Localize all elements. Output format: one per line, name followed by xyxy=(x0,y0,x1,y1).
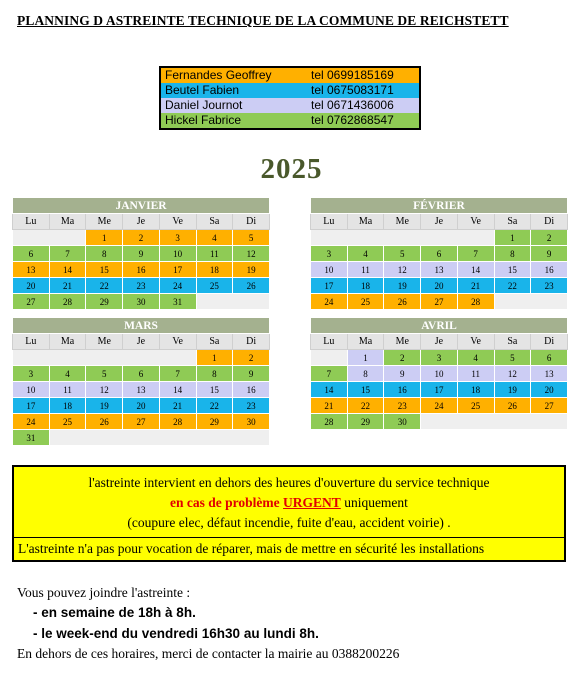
day-cell: 11 xyxy=(49,382,86,398)
day-name: Ma xyxy=(49,334,86,350)
week-row xyxy=(311,382,568,398)
day-name: Me xyxy=(384,214,421,230)
day-cell: 6 xyxy=(421,246,458,262)
day-cell: 2 xyxy=(384,350,421,366)
day-cell: 12 xyxy=(86,382,123,398)
day-cell: 3 xyxy=(311,246,348,262)
day-name: Lu xyxy=(13,214,50,230)
contact-phone: tel 0762868547 xyxy=(311,113,394,127)
week-row xyxy=(13,230,270,246)
contact-row xyxy=(160,67,420,83)
day-cell: 24 xyxy=(311,294,348,310)
notice-urgent: URGENT xyxy=(283,495,341,510)
day-name: Je xyxy=(421,334,458,350)
day-cell: 18 xyxy=(457,382,494,398)
day-name: Ve xyxy=(159,334,196,350)
day-cell: 21 xyxy=(311,398,348,414)
week-row xyxy=(311,294,568,310)
day-cell: 7 xyxy=(159,366,196,382)
day-cell: 3 xyxy=(159,230,196,246)
calendar-mars xyxy=(12,317,270,446)
day-cell: 13 xyxy=(531,366,568,382)
day-name: Ve xyxy=(159,214,196,230)
day-cell: 27 xyxy=(421,294,458,310)
day-cell: 9 xyxy=(384,366,421,382)
day-cell: 19 xyxy=(233,262,270,278)
contact-phone: tel 0671436006 xyxy=(311,98,394,112)
day-cell: 12 xyxy=(494,366,531,382)
empty-cell xyxy=(311,230,495,246)
day-cell: 24 xyxy=(159,278,196,294)
month-name: AVRIL xyxy=(311,318,568,334)
day-cell: 31 xyxy=(13,430,50,446)
day-name: Ma xyxy=(347,214,384,230)
day-cell: 7 xyxy=(49,246,86,262)
day-cell: 3 xyxy=(421,350,458,366)
day-cell: 20 xyxy=(421,278,458,294)
month-name: FÉVRIER xyxy=(311,198,568,214)
day-cell: 11 xyxy=(457,366,494,382)
calendar-avril xyxy=(310,317,568,430)
footer-weekend: - le week-end du vendredi 16h30 au lundi 8h. xyxy=(33,626,319,641)
day-cell: 11 xyxy=(196,246,233,262)
footer-outside: En dehors de ces horaires, merci de contacter la mairie au 0388200226 xyxy=(17,646,400,661)
day-cell: 30 xyxy=(384,414,421,430)
day-cell: 17 xyxy=(13,398,50,414)
empty-cell xyxy=(13,230,86,246)
day-cell: 30 xyxy=(233,414,270,430)
day-cell: 29 xyxy=(196,414,233,430)
day-cell: 12 xyxy=(233,246,270,262)
day-cell: 24 xyxy=(13,414,50,430)
day-name: Me xyxy=(384,334,421,350)
day-cell: 15 xyxy=(86,262,123,278)
day-cell: 1 xyxy=(347,350,384,366)
day-cell: 23 xyxy=(123,278,160,294)
day-cell: 27 xyxy=(531,398,568,414)
empty-cell xyxy=(196,294,269,310)
day-cell: 26 xyxy=(233,278,270,294)
week-row xyxy=(13,246,270,262)
week-row xyxy=(311,350,568,366)
week-row xyxy=(13,350,270,366)
day-cell: 14 xyxy=(311,382,348,398)
week-row xyxy=(311,246,568,262)
day-cell: 22 xyxy=(196,398,233,414)
day-cell: 5 xyxy=(233,230,270,246)
day-cell: 29 xyxy=(347,414,384,430)
day-cell: 19 xyxy=(86,398,123,414)
day-cell: 9 xyxy=(531,246,568,262)
contact-row xyxy=(160,83,420,98)
day-cell: 29 xyxy=(86,294,123,310)
day-name: Ve xyxy=(457,214,494,230)
week-row xyxy=(311,230,568,246)
day-cell: 23 xyxy=(384,398,421,414)
day-cell: 21 xyxy=(49,278,86,294)
month-name: JANVIER xyxy=(13,198,270,214)
week-row xyxy=(311,414,568,430)
day-cell: 27 xyxy=(123,414,160,430)
day-cell: 19 xyxy=(494,382,531,398)
day-name: Di xyxy=(233,214,270,230)
day-cell: 23 xyxy=(233,398,270,414)
contacts-table xyxy=(159,66,421,130)
notice-red-text: en cas de problème xyxy=(170,495,284,510)
day-cell: 15 xyxy=(494,262,531,278)
day-cell: 4 xyxy=(49,366,86,382)
day-name: Je xyxy=(123,214,160,230)
day-cell: 25 xyxy=(457,398,494,414)
day-cell: 8 xyxy=(494,246,531,262)
day-cell: 4 xyxy=(457,350,494,366)
day-cell: 18 xyxy=(49,398,86,414)
week-row xyxy=(13,278,270,294)
day-cell: 6 xyxy=(123,366,160,382)
day-cell: 8 xyxy=(196,366,233,382)
notice-divider xyxy=(14,537,564,538)
day-name: Me xyxy=(86,214,123,230)
day-cell: 6 xyxy=(531,350,568,366)
week-row xyxy=(13,294,270,310)
day-cell: 2 xyxy=(123,230,160,246)
day-cell: 28 xyxy=(159,414,196,430)
day-cell: 20 xyxy=(13,278,50,294)
day-cell: 22 xyxy=(86,278,123,294)
notice-line-3: (coupure elec, défaut incendie, fuite d'eau, accident voirie) . xyxy=(127,515,451,530)
day-cell: 16 xyxy=(123,262,160,278)
year-heading: 2025 xyxy=(260,153,323,185)
week-row xyxy=(13,414,270,430)
contact-phone: tel 0675083171 xyxy=(311,83,394,97)
day-cell: 16 xyxy=(233,382,270,398)
day-name: Je xyxy=(123,334,160,350)
contact-phone: tel 0699185169 xyxy=(311,68,394,82)
day-cell: 27 xyxy=(13,294,50,310)
day-cell: 5 xyxy=(384,246,421,262)
calendar-janvier xyxy=(12,197,270,310)
day-cell: 10 xyxy=(311,262,348,278)
day-name: Lu xyxy=(311,334,348,350)
day-cell: 14 xyxy=(159,382,196,398)
empty-cell xyxy=(49,430,269,446)
day-cell: 24 xyxy=(421,398,458,414)
contact-name: Daniel Journot xyxy=(165,98,243,112)
day-cell: 10 xyxy=(13,382,50,398)
day-name: Je xyxy=(421,214,458,230)
day-cell: 12 xyxy=(384,262,421,278)
empty-cell xyxy=(311,350,348,366)
day-cell: 28 xyxy=(49,294,86,310)
day-cell: 1 xyxy=(86,230,123,246)
day-cell: 17 xyxy=(421,382,458,398)
contact-row xyxy=(160,98,420,113)
day-cell: 16 xyxy=(384,382,421,398)
day-cell: 25 xyxy=(347,294,384,310)
day-cell: 10 xyxy=(159,246,196,262)
day-cell: 23 xyxy=(531,278,568,294)
day-cell: 16 xyxy=(531,262,568,278)
month-name: MARS xyxy=(13,318,270,334)
day-cell: 10 xyxy=(421,366,458,382)
day-name: Ve xyxy=(457,334,494,350)
calendar-fevrier xyxy=(310,197,568,310)
week-row xyxy=(311,278,568,294)
week-row xyxy=(13,430,270,446)
week-row xyxy=(13,398,270,414)
day-cell: 26 xyxy=(494,398,531,414)
day-cell: 8 xyxy=(347,366,384,382)
week-row xyxy=(311,398,568,414)
day-cell: 5 xyxy=(494,350,531,366)
day-cell: 4 xyxy=(347,246,384,262)
notice-box xyxy=(12,465,566,562)
day-cell: 26 xyxy=(384,294,421,310)
day-cell: 22 xyxy=(494,278,531,294)
day-cell: 20 xyxy=(531,382,568,398)
day-cell: 1 xyxy=(196,350,233,366)
day-cell: 7 xyxy=(311,366,348,382)
day-cell: 2 xyxy=(233,350,270,366)
day-name: Lu xyxy=(13,334,50,350)
page-title: PLANNING D ASTREINTE TECHNIQUE DE LA COMMUNE DE REICHSTETT xyxy=(17,13,509,28)
day-cell: 5 xyxy=(86,366,123,382)
day-name: Di xyxy=(531,334,568,350)
day-cell: 11 xyxy=(347,262,384,278)
week-row xyxy=(311,366,568,382)
day-name: Di xyxy=(233,334,270,350)
day-cell: 7 xyxy=(457,246,494,262)
week-row xyxy=(13,262,270,278)
day-cell: 18 xyxy=(347,278,384,294)
notice-line-4: L'astreinte n'a pas pour vocation de réparer, mais de mettre en sécurité les installations xyxy=(18,541,485,556)
week-row xyxy=(13,366,270,382)
notice-line-2 xyxy=(14,495,564,511)
day-cell: 13 xyxy=(13,262,50,278)
day-name: Sa xyxy=(196,214,233,230)
day-cell: 9 xyxy=(233,366,270,382)
day-cell: 26 xyxy=(86,414,123,430)
notice-uniquement: uniquement xyxy=(340,495,408,510)
day-cell: 28 xyxy=(457,294,494,310)
day-cell: 3 xyxy=(13,366,50,382)
day-cell: 4 xyxy=(196,230,233,246)
day-name: Me xyxy=(86,334,123,350)
day-cell: 15 xyxy=(347,382,384,398)
day-cell: 6 xyxy=(13,246,50,262)
empty-cell xyxy=(13,350,197,366)
day-name: Sa xyxy=(494,214,531,230)
contact-row xyxy=(160,113,420,129)
empty-cell xyxy=(494,294,567,310)
day-cell: 25 xyxy=(49,414,86,430)
day-cell: 21 xyxy=(159,398,196,414)
day-cell: 22 xyxy=(347,398,384,414)
day-name: Di xyxy=(531,214,568,230)
day-cell: 8 xyxy=(86,246,123,262)
day-name: Ma xyxy=(347,334,384,350)
day-cell: 2 xyxy=(531,230,568,246)
contact-name: Fernandes Geoffrey xyxy=(165,68,272,82)
notice-line-1: l'astreinte intervient en dehors des heures d'ouverture du service technique xyxy=(88,475,490,490)
day-cell: 14 xyxy=(49,262,86,278)
day-cell: 30 xyxy=(123,294,160,310)
day-cell: 28 xyxy=(311,414,348,430)
day-cell: 13 xyxy=(123,382,160,398)
day-cell: 19 xyxy=(384,278,421,294)
day-name: Lu xyxy=(311,214,348,230)
contact-name: Hickel Fabrice xyxy=(165,113,242,127)
day-cell: 14 xyxy=(457,262,494,278)
day-cell: 17 xyxy=(159,262,196,278)
day-cell: 31 xyxy=(159,294,196,310)
day-cell: 25 xyxy=(196,278,233,294)
day-cell: 21 xyxy=(457,278,494,294)
contact-name: Beutel Fabien xyxy=(165,83,240,97)
day-cell: 17 xyxy=(311,278,348,294)
week-row xyxy=(13,382,270,398)
day-cell: 9 xyxy=(123,246,160,262)
day-cell: 13 xyxy=(421,262,458,278)
day-cell: 20 xyxy=(123,398,160,414)
week-row xyxy=(311,262,568,278)
empty-cell xyxy=(421,414,568,430)
day-cell: 18 xyxy=(196,262,233,278)
footer-week: - en semaine de 18h à 8h. xyxy=(33,605,196,620)
day-cell: 15 xyxy=(196,382,233,398)
day-name: Ma xyxy=(49,214,86,230)
day-cell: 1 xyxy=(494,230,531,246)
footer-intro: Vous pouvez joindre l'astreinte : xyxy=(17,585,191,600)
day-name: Sa xyxy=(196,334,233,350)
day-name: Sa xyxy=(494,334,531,350)
